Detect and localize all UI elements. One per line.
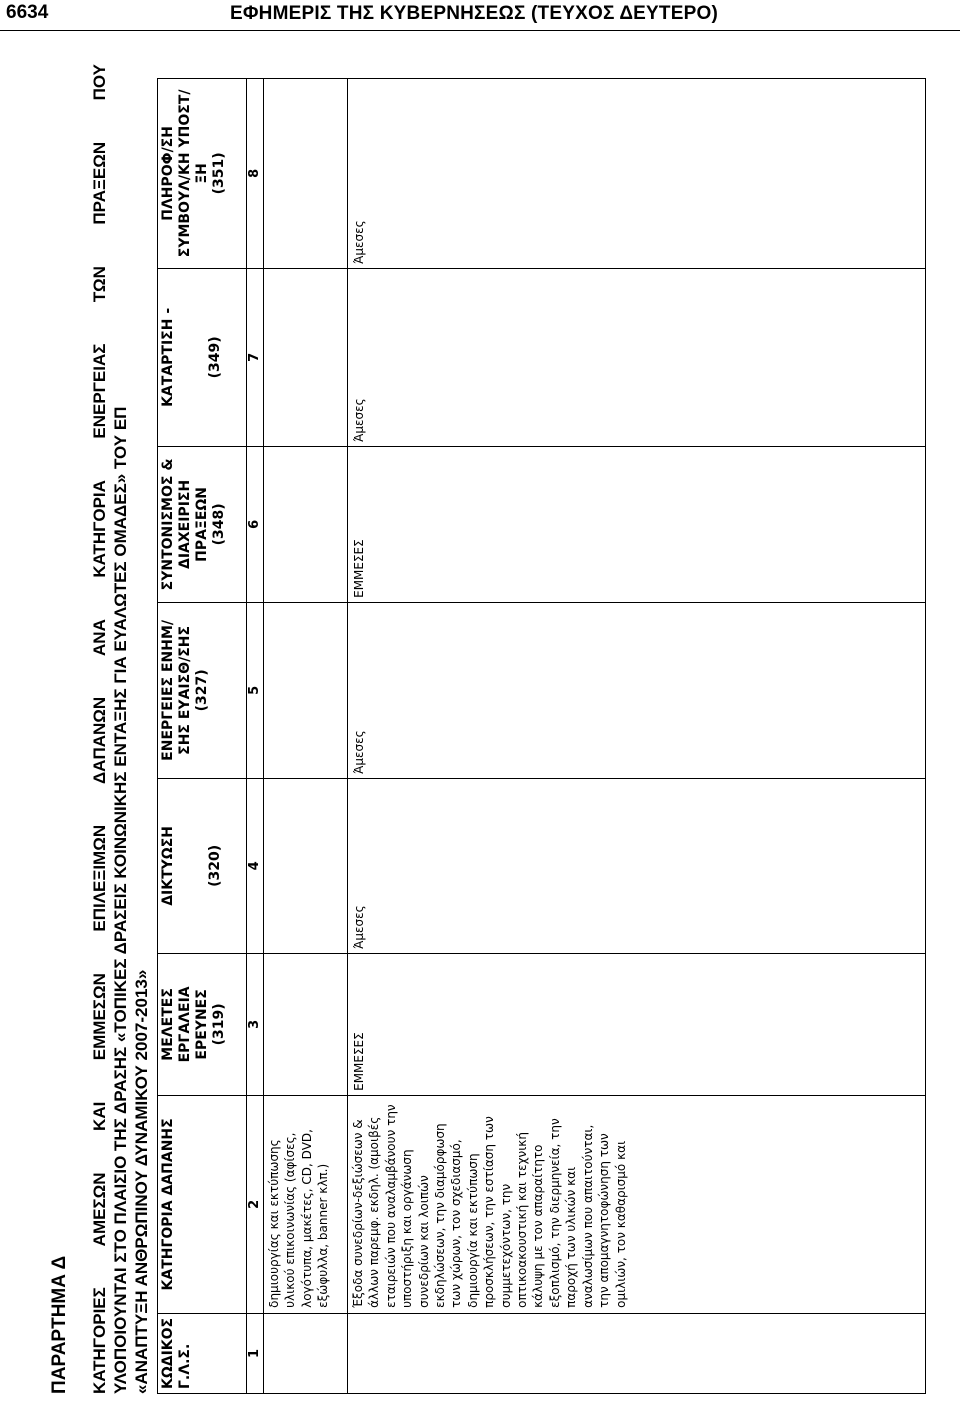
cell-studies (264, 953, 348, 1095)
header-training (158, 268, 247, 446)
cell-studies: ΕΜΜΕΣΕΣ (348, 953, 926, 1095)
document-title (89, 64, 152, 1394)
row-code (264, 1313, 348, 1393)
row-code (348, 1313, 926, 1393)
header-networking-label: ΔΙΚΤΥΩΣΗ (160, 826, 176, 906)
cell-networking (264, 778, 348, 953)
header-information-label: ΠΛΗΡΟΦ/ΣΗ ΣΥΜΒΟΥΛ/ΚΗ ΥΠΟΣΤ/ΞΗ (160, 89, 210, 258)
document-title-line-2: ΥΛΟΠΟΙΟΥΝΤΑΙ ΣΤΟ ΠΛΑΙΣΙΟ ΤΗΣ ΔΡΑΣΗΣ «ΤΟΠΙΚΕΣ ΔΡΑΣΕΙΣ ΚΟΙΝΩΝΙΚΗΣ ΕΝΤΑΞΗΣ ΓΙΑ ΕΥΑΛΩΤΕΣ ΟΜΑΔΕΣ» ΤΟΥ ΕΠ (111, 406, 130, 1394)
gazette-title: ΕΦΗΜΕΡΙΣ ΤΗΣ ΚΥΒΕΡΝΗΣΕΩΣ (ΤΕΥΧΟΣ ΔΕΥΤΕΡΟ) (230, 3, 718, 24)
row-description: Έξοδα συνεδρίων-δεξιώσεων & άλλων παρεμφ. εκδηλ. (αμοιβές εταιρειών που αναλαμβάνουν την υποστήριξη και οργάνωση συνεδρίων και λοιπών εκδηλώσεων, την διαμόρφωση των χώρων, τον σχεδιασμό, δημιουργία και εκτύπωση προσκλήσεων, την εστίαση των συμμετεχόντων, την οπτικοακουστική και τεχνική κάλυψη με τον απαραίτητο εξοπλισμό, την διερμηνεία, την παροχή των υλικών και αναλωσίμων που απαιτούνται, την απομαγνητοφώνηση των ομιλιών, τον καθαρισμό και (348, 1095, 926, 1313)
annex-title: ΠΑΡΑΡΤΗΜΑ Δ (49, 1255, 70, 1394)
cell-information (264, 78, 348, 268)
cell-training: Άμεσες (348, 268, 926, 446)
header-training-label: ΚΑΤΑΡΤΙΣΗ - (160, 307, 176, 407)
header-information-code: (351) (211, 152, 227, 195)
cell-training (264, 268, 348, 446)
header-coordination-label: ΣΥΝΤΟΝΙΣΜΟΣ & ΔΙΑΧΕΙΡΙΣΗ ΠΡΑΞΕΩΝ (160, 458, 210, 591)
cell-networking: Άμεσες (348, 778, 926, 953)
document-title-line-1: ΚΑΤΗΓΟΡΙΕΣ ΑΜΕΣΩΝ ΚΑΙ ΕΜΜΕΣΩΝ ΕΠΙΛΕΞΙΜΩΝ ΔΑΠΑΝΩΝ ΑΝΑ ΚΑΤΗΓΟΡΙΑ ΕΝΕΡΓΕΙΑΣ ΤΩΝ ΠΡΑΞΕΩΝ ΠΟΥ (90, 64, 109, 1394)
header-awareness-code: (327) (194, 669, 210, 712)
header-networking (158, 778, 247, 953)
header-coordination (158, 446, 247, 602)
header-coordination-code: (348) (211, 503, 227, 546)
header-studies-code: (319) (211, 1003, 227, 1046)
header-training-code: (349) (207, 336, 223, 379)
header-expense-category: ΚΑΤΗΓΟΡΙΑ ΔΑΠΑΝΗΣ (158, 1095, 247, 1313)
page-header (0, 0, 960, 31)
header-studies-label: ΜΕΛΕΤΕΣ ΕΡΓΑΛΕΙΑ ΕΡΕΥΝΕΣ (160, 986, 210, 1063)
table-header-row (158, 78, 247, 1393)
expense-category-table (157, 78, 926, 1394)
column-number: 4 (247, 778, 264, 953)
rotated-sheet (45, 58, 945, 1398)
table-row (348, 78, 926, 1393)
cell-awareness: Άμεσες (348, 602, 926, 778)
header-studies (158, 953, 247, 1095)
column-number: 8 (247, 78, 264, 268)
column-number: 2 (247, 1095, 264, 1313)
column-number: 6 (247, 446, 264, 602)
document-title-line-3: «ΑΝΑΠΤΥΞΗ ΑΝΘΡΩΠΙΝΟΥ ΔΥΝΑΜΙΚΟΥ 2007-2013» (132, 969, 151, 1394)
header-information (158, 78, 247, 268)
header-awareness (158, 602, 247, 778)
cell-awareness (264, 602, 348, 778)
cell-coordination: ΕΜΜΕΣΕΣ (348, 446, 926, 602)
page-number: 6634 (6, 2, 49, 23)
column-number: 1 (247, 1313, 264, 1393)
row-description: δημιουργίας και εκτύπωσης υλικού επικοινωνίας (αφίσες, λογότυπα, μακέτες, CD, DVD, εξώφυλλα, banner κλπ.) (264, 1095, 348, 1313)
cell-information: Άμεσες (348, 78, 926, 268)
column-number: 3 (247, 953, 264, 1095)
column-number-row (247, 78, 264, 1393)
table-row (264, 78, 348, 1393)
header-awareness-label: ΕΝΕΡΓΕΙΕΣ ΕΝΗΜ/ΣΗΣ ΕΥΑΙΣΘ/ΣΗΣ (160, 619, 193, 761)
cell-coordination (264, 446, 348, 602)
column-number: 7 (247, 268, 264, 446)
header-networking-code: (320) (207, 844, 223, 887)
header-gls-code: ΚΩΔΙΚΟΣ Γ.Λ.Σ. (158, 1313, 247, 1393)
column-number: 5 (247, 602, 264, 778)
